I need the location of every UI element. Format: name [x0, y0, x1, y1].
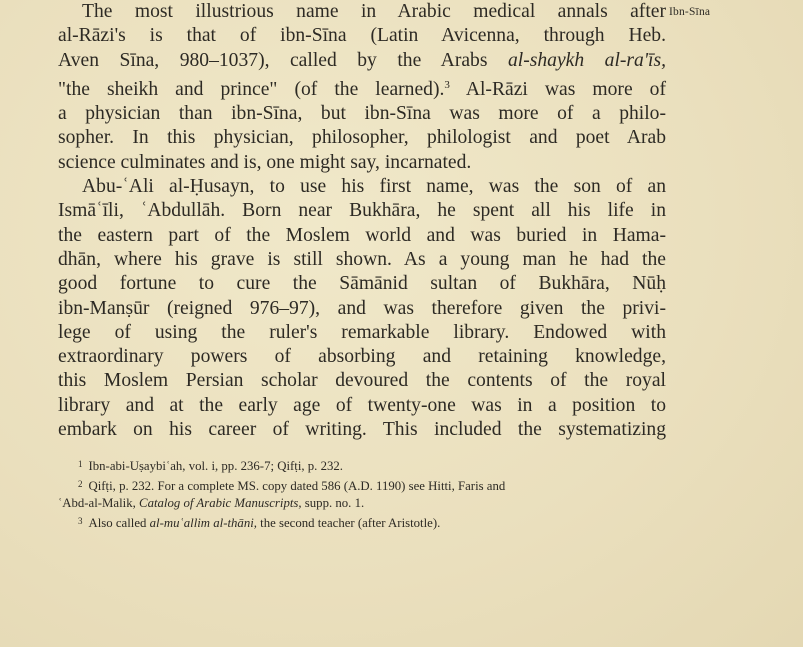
text-line	[58, 73, 666, 102]
footnote-text: Qifṭi, p. 232. For a complete MS. copy dated 586 (A.D. 1190) see Hitti, Faris and	[88, 478, 506, 493]
footnote-number: 3	[78, 515, 83, 526]
text-segment: "the sheikh and prince" (of the learned).	[58, 78, 445, 100]
footnote-number: 2	[78, 478, 83, 489]
footnote-2-continued	[58, 495, 670, 513]
paragraph-2	[58, 175, 666, 442]
footnote-3	[58, 513, 670, 533]
footnote-text: supp. no. 1.	[301, 496, 365, 510]
footnote-text: Ibn-abi-Uṣaybiʿah, vol. i, pp. 236-7; Qifṭi, p. 232.	[88, 459, 343, 473]
footnotes	[58, 456, 670, 532]
footnote-italic: al-muʿallim al-thāni,	[149, 515, 257, 530]
text-line: this Moslem Persian scholar devoured the contents of the royal	[58, 370, 666, 392]
footnote-1	[58, 456, 670, 476]
text-line: al-Rāzi's is that of ibn-Sīna (Latin Avicenna, through Heb.	[58, 25, 666, 47]
footnote-text: ʿAbd-al-Malik,	[58, 496, 140, 510]
text-line	[58, 49, 666, 73]
text-line: Abu-ʿAli al-Ḥusayn, to use his first name, was the son of an	[82, 176, 666, 198]
text-segment: Aven Sīna, 980–1037), called by the Arabs	[58, 49, 488, 71]
footnote-italic: Catalog of Arabic Manuscripts,	[139, 496, 302, 510]
text-line: sopher. In this physician, philosopher, philologist and poet Arab	[58, 127, 666, 149]
footnote-text: the second teacher (after Aristotle).	[256, 515, 441, 530]
footnote-text: Also called	[88, 515, 150, 530]
main-text	[58, 0, 666, 442]
text-line: good fortune to cure the Sāmānid sultan of Bukhāra, Nūḥ	[58, 273, 666, 295]
text-line: library and at the early age of twenty-one was in a position to	[58, 394, 666, 416]
footnote-2	[58, 476, 670, 496]
text-line: dhān, where his grave is still shown. As a young man he had the	[58, 248, 666, 270]
text-line: embark on his career of writing. This included the systematizing	[58, 419, 666, 441]
margin-note: Ibn-Sīna	[669, 6, 711, 18]
text-line: the eastern part of the Moslem world and was buried in Hama-	[58, 224, 666, 246]
text-line: science culminates and is, one might say, incarnated.	[58, 151, 472, 173]
text-line: extraordinary powers of absorbing and retaining knowledge,	[58, 346, 666, 368]
paragraph-1	[58, 0, 666, 175]
text-line: lege of using the ruler's remarkable library. Endowed with	[58, 321, 666, 343]
text-line: Ismāʿīli, ʿAbdullāh. Born near Bukhāra, he spent all his life in	[58, 200, 666, 222]
text-line: a physician than ibn-Sīna, but ibn-Sīna was more of a philo-	[58, 103, 666, 125]
footnote-number: 1	[78, 459, 83, 469]
text-line: The most illustrious name in Arabic medical annals after	[82, 1, 666, 22]
italic-phrase: al-shaykh al-ra'īs,	[507, 49, 666, 71]
footnote-ref: 3	[444, 78, 450, 91]
text-line: ibn-Manṣūr (reigned 976–97), and was therefore given the privi-	[58, 297, 666, 319]
text-segment: Al-Rāzi was more of	[449, 78, 666, 100]
